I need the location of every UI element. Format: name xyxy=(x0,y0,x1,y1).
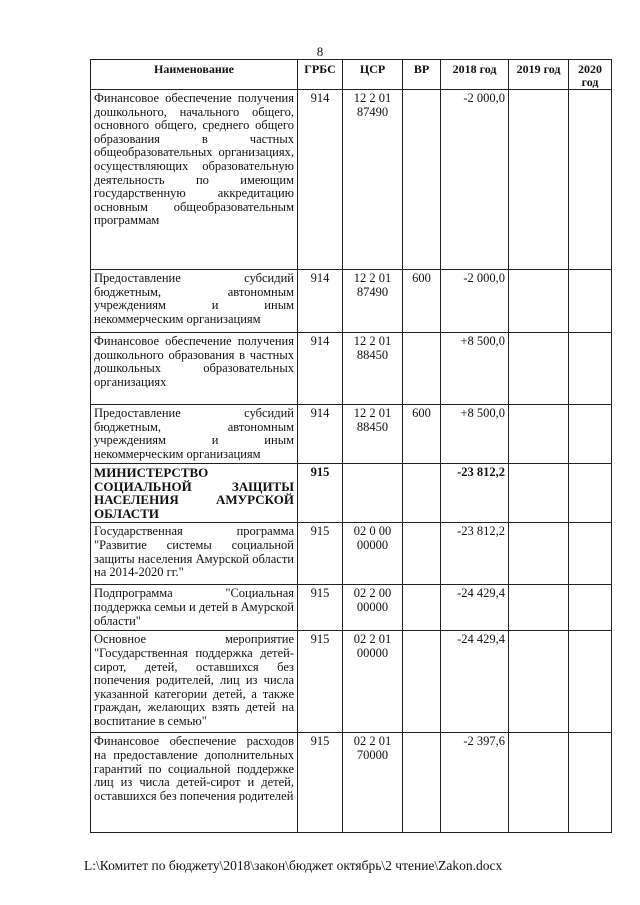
row-name: Финансовое обеспечение расходов на предоставление дополнительных гарантий по социальной поддержке лиц из числа детей-сирот и детей, оставшихся без попечения родителей xyxy=(91,733,298,833)
row-grbs: 915 xyxy=(298,523,343,585)
row-csr: 12 2 01 87490 xyxy=(343,90,403,270)
row-name: Подпрограмма "Социальная поддержка семьи и детей в Амурской области" xyxy=(91,585,298,631)
row-grbs: 915 xyxy=(298,464,343,523)
row-name: Основное мероприятие "Государственная поддержка детей-сирот, детей, оставшихся без попечения родителей, лиц из числа указанной категории детей, а также граждан, желающих взять детей на воспитание в семью" xyxy=(91,631,298,733)
row-vr xyxy=(403,464,441,523)
table-row xyxy=(91,333,612,405)
row-csr xyxy=(343,464,403,523)
row-grbs: 915 xyxy=(298,733,343,833)
row-grbs: 914 xyxy=(298,333,343,405)
row-2019 xyxy=(509,733,569,833)
row-2020 xyxy=(569,464,612,523)
row-name: Государственная программа "Развитие системы социальной защиты населения Амурской области на 2014-2020 гг." xyxy=(91,523,298,585)
table-row xyxy=(91,464,612,523)
header-vr: ВР xyxy=(403,60,441,90)
table-row xyxy=(91,631,612,733)
row-name: МИНИСТЕРСТВО СОЦИАЛЬНОЙ ЗАЩИТЫ НАСЕЛЕНИЯ АМУРСКОЙ ОБЛАСТИ xyxy=(91,464,298,523)
row-2020 xyxy=(569,585,612,631)
row-2020 xyxy=(569,270,612,333)
row-name: Финансовое обеспечение получения дошкольного образования в частных дошкольных образовательных организациях xyxy=(91,333,298,405)
row-grbs: 915 xyxy=(298,585,343,631)
row-2019 xyxy=(509,270,569,333)
budget-table xyxy=(90,59,612,833)
table-row xyxy=(91,405,612,464)
row-grbs: 914 xyxy=(298,270,343,333)
row-2019 xyxy=(509,631,569,733)
header-2019: 2019 год xyxy=(509,60,569,90)
document-path-footer: L:\Комитет по бюджету\2018\закон\бюджет октябрь\2 чтение\Zakon.docx xyxy=(84,858,503,873)
row-vr: 600 xyxy=(403,270,441,333)
table-row xyxy=(91,733,612,833)
row-2018: -2 000,0 xyxy=(441,90,509,270)
row-2020 xyxy=(569,733,612,833)
row-csr: 02 2 01 00000 xyxy=(343,631,403,733)
row-2020 xyxy=(569,631,612,733)
table-header-row xyxy=(91,60,612,90)
row-name: Финансовое обеспечение получения дошкольного, начального общего, основного общего, среднего общего образования в частных общеобразовательных организациях, осуществляющих образовательную деятельность по имеющим государственную аккредитацию основным общеобразовательным программам xyxy=(91,90,298,270)
row-2018: -23 812,2 xyxy=(441,464,509,523)
row-2018: +8 500,0 xyxy=(441,333,509,405)
row-csr: 12 2 01 88450 xyxy=(343,333,403,405)
row-grbs: 915 xyxy=(298,631,343,733)
row-grbs: 914 xyxy=(298,405,343,464)
table-row xyxy=(91,523,612,585)
header-csr: ЦСР xyxy=(343,60,403,90)
row-vr xyxy=(403,585,441,631)
row-grbs: 914 xyxy=(298,90,343,270)
header-2018: 2018 год xyxy=(441,60,509,90)
row-name: Предоставление субсидий бюджетным, автономным учреждениям и иным некоммерческим организациям xyxy=(91,270,298,333)
row-2019 xyxy=(509,464,569,523)
row-2018: -2 397,6 xyxy=(441,733,509,833)
row-csr: 02 2 00 00000 xyxy=(343,585,403,631)
row-name: Предоставление субсидий бюджетным, автономным учреждениям и иным некоммерческим организациям xyxy=(91,405,298,464)
row-2018: -24 429,4 xyxy=(441,585,509,631)
row-csr: 02 0 00 00000 xyxy=(343,523,403,585)
row-vr xyxy=(403,333,441,405)
row-2020 xyxy=(569,90,612,270)
table-row xyxy=(91,90,612,270)
row-2018: +8 500,0 xyxy=(441,405,509,464)
row-2019 xyxy=(509,585,569,631)
row-2018: -23 812,2 xyxy=(441,523,509,585)
header-2020: 2020 год xyxy=(569,60,612,90)
row-2018: -2 000,0 xyxy=(441,270,509,333)
row-2019 xyxy=(509,333,569,405)
row-2019 xyxy=(509,90,569,270)
header-name: Наименование xyxy=(91,60,298,90)
table-row xyxy=(91,585,612,631)
row-2019 xyxy=(509,405,569,464)
row-csr: 02 2 01 70000 xyxy=(343,733,403,833)
row-csr: 12 2 01 87490 xyxy=(343,270,403,333)
table-row xyxy=(91,270,612,333)
row-csr: 12 2 01 88450 xyxy=(343,405,403,464)
row-2019 xyxy=(509,523,569,585)
row-2018: -24 429,4 xyxy=(441,631,509,733)
row-vr xyxy=(403,733,441,833)
row-vr xyxy=(403,523,441,585)
header-grbs: ГРБС xyxy=(298,60,343,90)
row-vr: 600 xyxy=(403,405,441,464)
row-2020 xyxy=(569,405,612,464)
page-number: 8 xyxy=(316,44,324,59)
row-vr xyxy=(403,631,441,733)
row-2020 xyxy=(569,333,612,405)
row-2020 xyxy=(569,523,612,585)
row-vr xyxy=(403,90,441,270)
